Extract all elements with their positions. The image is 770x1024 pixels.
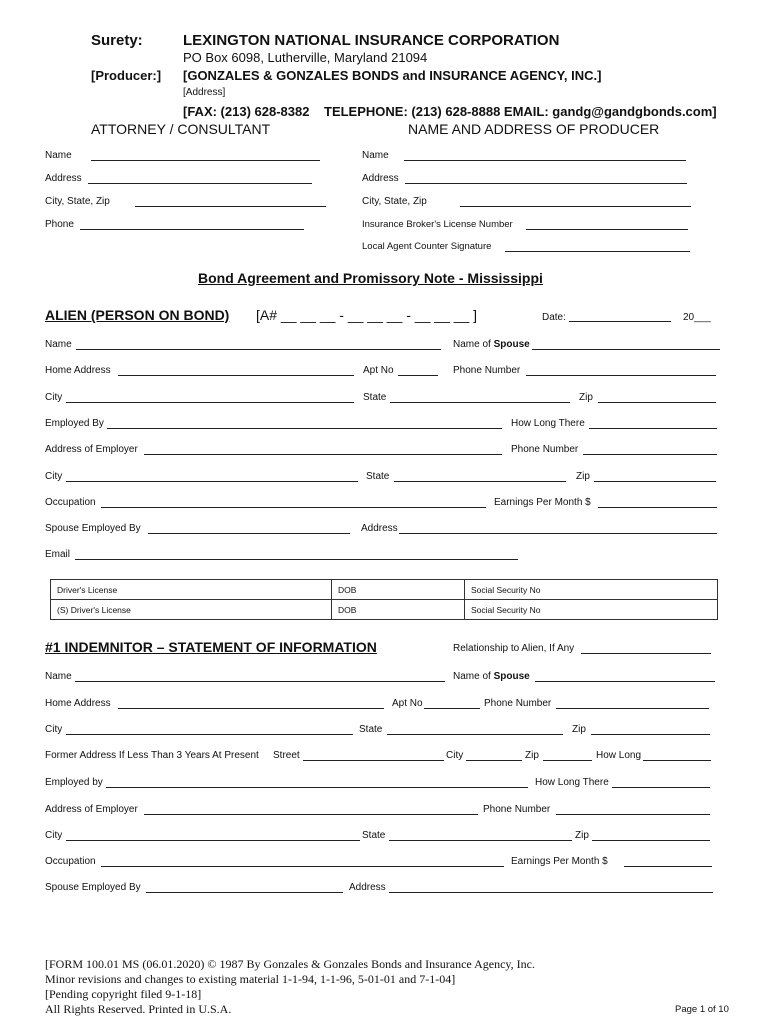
indemnitor-former-how-long-label: How Long: [596, 750, 642, 761]
indemnitor-former-zip-label: Zip: [525, 750, 539, 761]
alien-phone-label: Phone Number: [453, 365, 521, 376]
form-title: Bond Agreement and Promissory Note - Mississippi: [198, 270, 543, 286]
alien-employed-field[interactable]: [107, 428, 502, 429]
alien-employer-city-label: City: [45, 471, 63, 482]
attorney-address-field[interactable]: [88, 183, 312, 184]
indemnitor-employed-label: Employed by: [45, 777, 103, 788]
surety-address: PO Box 6098, Lutherville, Maryland 21094: [183, 50, 428, 65]
alien-employer-phone-field[interactable]: [583, 454, 717, 455]
footer-form-line: [FORM 100.01 MS (06.01.2020) © 1987 By Gonzales & Gonzales Bonds and Insurance Agency, Inc.: [45, 957, 535, 971]
drivers-license-cell[interactable]: Driver's License: [51, 580, 332, 600]
spouse-ssn-cell[interactable]: Social Security No: [465, 600, 718, 620]
alien-zip-label: Zip: [579, 392, 593, 403]
producer-license-field[interactable]: [526, 229, 688, 230]
producer-label: [Producer:]: [91, 68, 162, 83]
producer-signature-field[interactable]: [505, 251, 690, 252]
table-row: [51, 580, 718, 600]
indemnitor-heading: #1 INDEMNITOR – STATEMENT OF INFORMATION: [45, 639, 377, 655]
spouse-drivers-license-cell[interactable]: (S) Driver's License: [51, 600, 332, 620]
indemnitor-former-city-label: City: [446, 750, 464, 761]
footer-revisions-line: Minor revisions and changes to existing material 1-1-94, 1-1-96, 5-01-01 and 7-1-04]: [45, 972, 456, 986]
indemnitor-home-address-label: Home Address: [45, 698, 111, 709]
indemnitor-employer-phone-field[interactable]: [556, 814, 710, 815]
alien-apt-label: Apt No: [363, 365, 394, 376]
indemnitor-earnings-field[interactable]: [624, 866, 712, 867]
alien-spouse-employed-field[interactable]: [148, 533, 350, 534]
producer-name: [GONZALES & GONZALES BONDS and INSURANCE AGENCY, INC.]: [183, 68, 602, 83]
indemnitor-spouse-address-label: Address: [349, 882, 386, 893]
producer-heading: NAME AND ADDRESS OF PRODUCER: [408, 121, 660, 137]
producer-address: [Address]: [183, 87, 226, 98]
producer-signature-label: Local Agent Counter Signature: [362, 241, 492, 252]
alien-city-field[interactable]: [66, 402, 354, 403]
alien-occupation-field[interactable]: [101, 507, 486, 508]
indemnitor-earnings-label: Earnings Per Month $: [511, 856, 608, 867]
indemnitor-spouse-address-field[interactable]: [389, 892, 713, 893]
indemnitor-how-long-field[interactable]: [612, 787, 710, 788]
alien-spouse-address-label: Address: [361, 523, 398, 534]
alien-phone-field[interactable]: [526, 375, 716, 376]
alien-employer-zip-label: Zip: [576, 471, 590, 482]
page-number: Page 1 of 10: [675, 1004, 729, 1015]
producer-license-label: Insurance Broker's License Number: [362, 219, 513, 230]
alien-state-label: State: [363, 392, 387, 403]
producer-address-label: Address: [362, 173, 399, 184]
indemnitor-city-label: City: [45, 724, 63, 735]
indemnitor-street-field[interactable]: [303, 760, 444, 761]
alien-spouse-address-field[interactable]: [399, 533, 717, 534]
indemnitor-apt-field[interactable]: [424, 708, 480, 709]
alien-employed-label: Employed By: [45, 418, 104, 429]
indemnitor-phone-label: Phone Number: [484, 698, 552, 709]
indemnitor-relationship-label: Relationship to Alien, If Any: [453, 643, 575, 654]
indemnitor-employer-city-label: City: [45, 830, 63, 841]
producer-contact: TELEPHONE: (213) 628-8888 EMAIL: gandg@gandgbonds.com]: [324, 104, 717, 119]
alien-employer-address-label: Address of Employer: [45, 444, 138, 455]
indemnitor-spouse-label: Name of Spouse: [453, 671, 530, 682]
spouse-dob-cell[interactable]: DOB: [332, 600, 465, 620]
surety-company: LEXINGTON NATIONAL INSURANCE CORPORATION: [183, 32, 560, 49]
alien-state-field[interactable]: [390, 402, 570, 403]
alien-employer-address-field[interactable]: [144, 454, 502, 455]
producer-city-label: City, State, Zip: [362, 196, 427, 207]
alien-a-number: [A# __ __ __ - __ __ __ - __ __ __ ]: [256, 307, 478, 323]
alien-date-label: Date:: [542, 312, 566, 323]
alien-occupation-label: Occupation: [45, 497, 96, 508]
producer-address-field[interactable]: [405, 183, 687, 184]
indemnitor-employer-state-label: State: [362, 830, 386, 841]
indemnitor-zip-field[interactable]: [591, 734, 710, 735]
attorney-city-label: City, State, Zip: [45, 196, 110, 207]
indemnitor-zip-label: Zip: [572, 724, 586, 735]
alien-name-field[interactable]: [76, 349, 441, 350]
alien-apt-field[interactable]: [398, 375, 438, 376]
attorney-heading: ATTORNEY / CONSULTANT: [91, 121, 271, 137]
indemnitor-former-address-label: Former Address If Less Than 3 Years At Present: [45, 750, 259, 761]
indemnitor-occupation-field[interactable]: [101, 866, 504, 867]
indemnitor-state-field[interactable]: [387, 734, 563, 735]
alien-email-field[interactable]: [75, 559, 518, 560]
indemnitor-state-label: State: [359, 724, 383, 735]
ssn-cell[interactable]: Social Security No: [465, 580, 718, 600]
indemnitor-street-label: Street: [273, 750, 300, 761]
indemnitor-employer-address-label: Address of Employer: [45, 804, 138, 815]
alien-email-label: Email: [45, 549, 71, 560]
alien-earnings-field[interactable]: [598, 507, 717, 508]
alien-employer-phone-label: Phone Number: [511, 444, 579, 455]
alien-employer-city-field[interactable]: [66, 481, 358, 482]
attorney-name-label: Name: [45, 150, 72, 161]
indemnitor-apt-label: Apt No: [392, 698, 423, 709]
producer-name-label: Name: [362, 150, 389, 161]
alien-date-field[interactable]: [569, 321, 671, 322]
indemnitor-relationship-field[interactable]: [581, 653, 711, 654]
indemnitor-occupation-label: Occupation: [45, 856, 96, 867]
dob-cell[interactable]: DOB: [332, 580, 465, 600]
alien-employer-state-label: State: [366, 471, 390, 482]
indemnitor-name-label: Name: [45, 671, 72, 682]
indemnitor-former-zip-field[interactable]: [543, 760, 592, 761]
footer-rights-line: All Rights Reserved. Printed in U.S.A.: [45, 1002, 232, 1016]
footer-copyright-line: [Pending copyright filed 9-1-18]: [45, 987, 202, 1001]
attorney-address-label: Address: [45, 173, 82, 184]
id-table: [50, 579, 718, 620]
indemnitor-former-how-long-field[interactable]: [643, 760, 711, 761]
indemnitor-phone-field[interactable]: [556, 708, 709, 709]
indemnitor-spouse-employed-label: Spouse Employed By: [45, 882, 141, 893]
producer-name-field[interactable]: [404, 160, 686, 161]
alien-spouse-field[interactable]: [532, 349, 720, 350]
indemnitor-home-address-field[interactable]: [118, 708, 384, 709]
alien-name-label: Name: [45, 339, 72, 350]
alien-home-address-field[interactable]: [118, 375, 354, 376]
attorney-city-field[interactable]: [135, 206, 326, 207]
alien-earnings-label: Earnings Per Month $: [494, 497, 591, 508]
alien-heading: ALIEN (PERSON ON BOND): [45, 307, 230, 323]
indemnitor-employer-zip-field[interactable]: [592, 840, 710, 841]
alien-date-year: 20___: [683, 312, 711, 323]
indemnitor-spouse-employed-field[interactable]: [146, 892, 343, 893]
indemnitor-how-long-label: How Long There: [535, 777, 609, 788]
surety-label: Surety:: [91, 32, 143, 49]
producer-fax: [FAX: (213) 628-8382: [183, 104, 310, 119]
alien-employer-zip-field[interactable]: [594, 481, 716, 482]
alien-employer-state-field[interactable]: [394, 481, 566, 482]
alien-how-long-field[interactable]: [589, 428, 717, 429]
alien-zip-field[interactable]: [598, 402, 716, 403]
indemnitor-employer-address-field[interactable]: [144, 814, 478, 815]
attorney-phone-field[interactable]: [80, 229, 304, 230]
alien-city-label: City: [45, 392, 63, 403]
indemnitor-employer-zip-label: Zip: [575, 830, 589, 841]
indemnitor-employed-field[interactable]: [106, 787, 528, 788]
attorney-name-field[interactable]: [91, 160, 320, 161]
attorney-phone-label: Phone: [45, 219, 74, 230]
indemnitor-spouse-field[interactable]: [535, 681, 715, 682]
indemnitor-employer-state-field[interactable]: [389, 840, 572, 841]
indemnitor-employer-city-field[interactable]: [66, 840, 360, 841]
producer-city-field[interactable]: [460, 206, 691, 207]
alien-home-address-label: Home Address: [45, 365, 111, 376]
indemnitor-employer-phone-label: Phone Number: [483, 804, 551, 815]
alien-how-long-label: How Long There: [511, 418, 585, 429]
alien-spouse-employed-label: Spouse Employed By: [45, 523, 141, 534]
alien-spouse-label: Name of Spouse: [453, 339, 530, 350]
table-row: [51, 600, 718, 620]
indemnitor-city-field[interactable]: [66, 734, 353, 735]
indemnitor-name-field[interactable]: [75, 681, 445, 682]
indemnitor-former-city-field[interactable]: [466, 760, 522, 761]
